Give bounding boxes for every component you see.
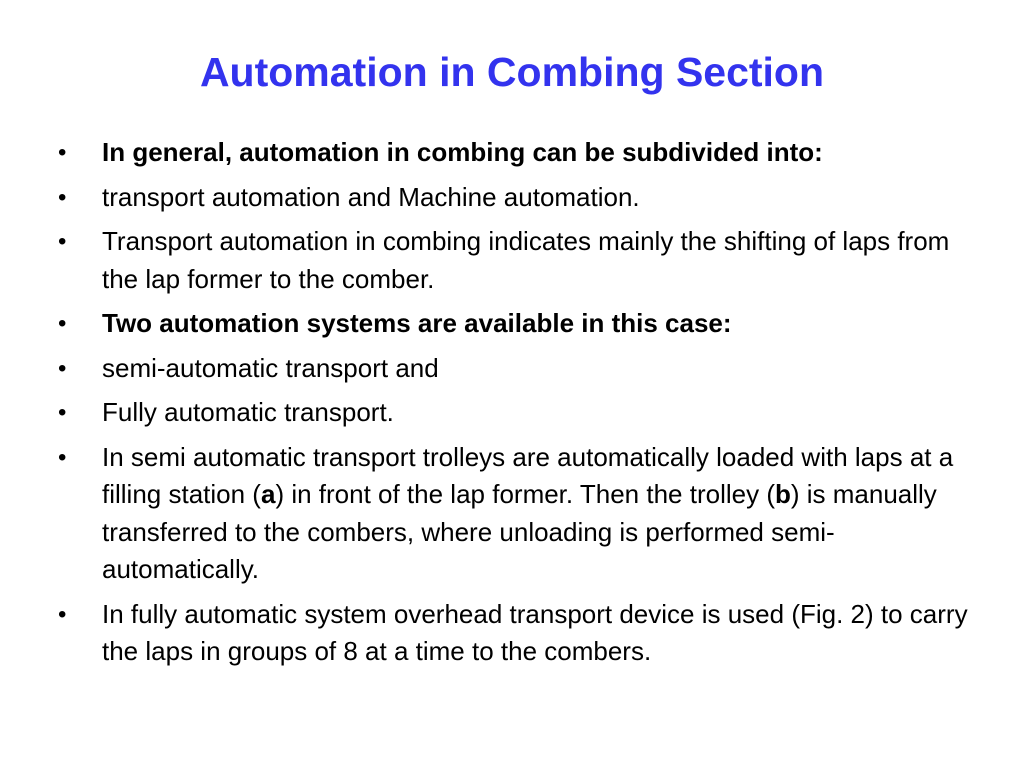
bullet-list (56, 134, 968, 678)
bullet-icon: • (58, 399, 67, 426)
list-item (56, 394, 968, 432)
bullet-text-part: ) is manually transferred to the combers, where unloading is performed semi-automatically. (102, 479, 937, 584)
slide-title: Automation in Combing Section (199, 49, 825, 95)
bullet-text-part: In semi automatic transport trolleys are automatically loaded with laps at a filling station ( (102, 441, 954, 509)
list-item (56, 305, 968, 343)
bullet-icon: • (58, 600, 67, 628)
list-item (56, 350, 968, 388)
bullet-text: In general, automation in combing can be subdivided into: (102, 137, 823, 167)
bullet-text: Transport automation in combing indicates mainly the shifting of laps from the lap former to the comber. (102, 226, 950, 294)
bullet-text: Fully automatic transport. (102, 397, 394, 427)
figure-label-a: a (260, 479, 276, 509)
bullet-text (102, 439, 968, 589)
bullet-icon: • (58, 228, 67, 255)
bullet-icon: • (58, 183, 67, 211)
list-item (56, 439, 968, 589)
bullet-text-part: ) in front of the lap former. Then the trolley ( (275, 479, 775, 509)
bullet-text: semi-automatic transport and (102, 352, 439, 383)
list-item (56, 596, 968, 671)
bullet-text: transport automation and Machine automation. (102, 181, 640, 212)
list-item (56, 223, 968, 298)
list-item (56, 179, 968, 217)
bullet-icon: • (58, 354, 67, 382)
bullet-text: In fully automatic system overhead transport device is used (Fig. 2) to carry the laps in groups of 8 at a time to the combers. (102, 598, 968, 666)
figure-label-b: b (774, 479, 791, 509)
bullet-icon: • (58, 443, 67, 471)
bullet-icon: • (58, 310, 67, 337)
bullet-icon: • (58, 139, 67, 166)
bullet-text: Two automation systems are available in this case: (102, 308, 732, 338)
list-item (56, 134, 968, 172)
